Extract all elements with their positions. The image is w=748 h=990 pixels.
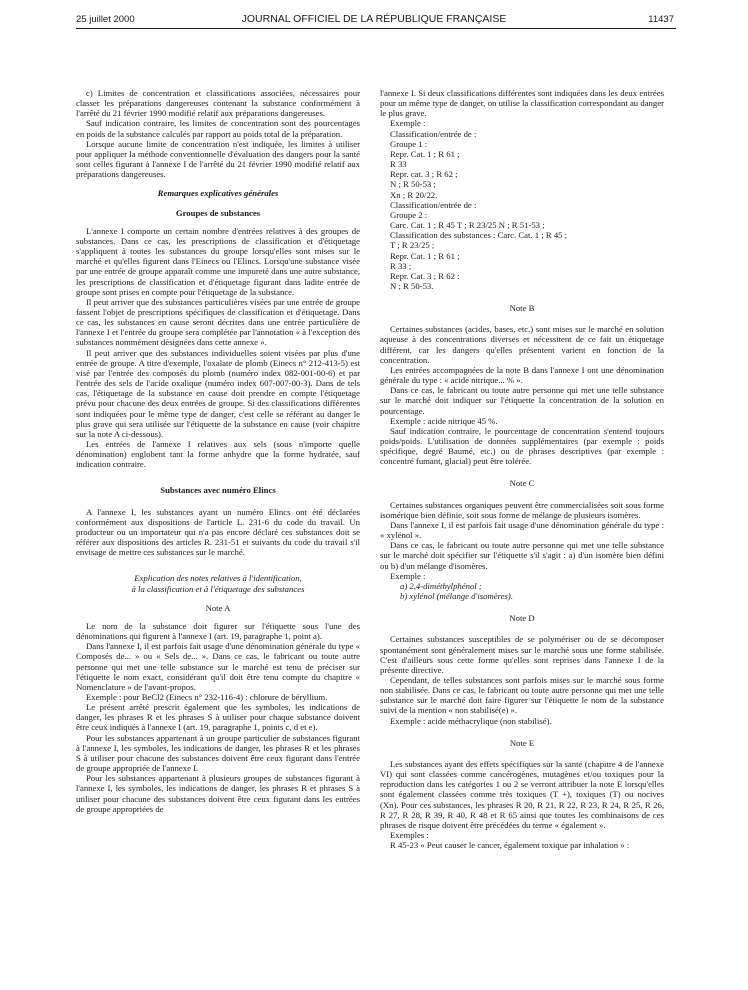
example-line: Repr. Cat. 1 ; R 61 ; [390,250,460,261]
header-title: JOURNAL OFFICIEL DE LA RÉPUBLIQUE FRANÇAISE [241,13,507,25]
example-line: T ; R 23/25 ; [390,240,435,251]
example-line: Classification/entrée de : [390,199,477,210]
list-item: b) xylénol (mélange d'isomères). [400,591,513,602]
paragraph: Les entrées accompagnées de la note B dans l'annexe I ont une dénomination générale du type : « acide nitrique... % ». [380,364,664,386]
paragraph: Lorsque aucune limite de concentration n'est indiquée, les limites à utiliser pour appliquer la méthode conventionnelle d'évaluation des dangers pour la santé sont celles figurant à l'annexe I de l'arrêté du 21 février 1990 modifié relatif aux préparations dangereuses. [76,138,360,180]
page-header [0,10,748,40]
paragraph: Exemple : [390,570,426,581]
paragraph: Exemple : acide méthacrylique (non stabilisé). [390,715,552,726]
example-line: Repr. Cat. 1 ; R 61 ; [390,148,460,159]
example-line: Exemple : [390,118,426,129]
note-heading: Note B [509,303,535,314]
paragraph: Le présent arrêté prescrit également que les symboles, les indications de danger, les phrases R et les phrases S à utiliser pour chaque substance doivent être ceux indiqués à l'annexe I (art. 19, paragraphe 1, points c, d et e). [76,702,360,733]
note-heading: Note E [509,737,535,748]
paragraph: A l'annexe I, les substances ayant un numéro Elincs ont été déclarées conformément aux dispositions de l'article L. 231-6 du code du travail. Un producteur ou un importateur qui n'a pas encore déclaré ces substances doit se référer aux dispositions des articles R. 231-51 et suivants du code du travail s'il envisage de mettre ces substances sur le marché. [76,506,360,558]
example-line: Xn ; R 20/22. [390,189,438,200]
paragraph: Les substances ayant des effets spécifiques sur la santé (chapitre 4 de l'annexe VI) qui sont classées comme cancérogènes, mutagènes et/ou toxiques pour la reproduction dans les catégories 1 ou 2 se verront attribuer la note E lorsqu'elles sont également classées comme très toxiques (T +), toxiques (T) ou nocives (Xn). Pour ces substances, les phrases R 20, R 21, R 22, R 23, R 24, R 25, R 26, R 27, R 28, R 39, R 40, R 48 et R 65 ainsi que toutes les combinaisons de ces phrases de risque doivent être précédées du terme « également ». [380,758,664,830]
paragraph: R 45-23 « Peut causer le cancer, également toxique par inhalation » : [390,840,630,851]
example-line: R 33 [390,159,407,170]
header-date: 25 juillet 2000 [76,14,135,25]
paragraph: c) Limites de concentration et classifications associées, nécessaires pour classer les préparations dangereuses contenant la substance conformément à l'arrêté du 21 février 1990 modifié relatif aux préparations dangereuses. [76,88,360,119]
example-line: Repr. Cat. 3 ; R 62 : [390,270,460,281]
note-heading: Note D [509,613,535,624]
example-line: Groupe 1 : [390,138,428,149]
section-heading: Substances avec numéro Elincs [160,485,276,496]
section-heading: Groupes de substances [175,207,261,218]
header-rule [76,28,676,29]
paragraph: Il peut arriver que des substances particulières visées par une entrée de groupe fassent l'objet de prescriptions spécifiques de classification et d'étiquetage. Dans ce cas, les substances en cause seront décrites dans une entrée particulière de l'annexe I et l'entrée du groupe sera complétée par l'annotation « à l'exception des substances nommément désignées dans cette annexe ». [76,296,360,348]
paragraph: Sauf indication contraire, le pourcentage de concentration s'entend toujours poids/poids. L'utilisation de données supplémentaires (par exemple : poids spécifique, degré Baumé, etc.) ou de phrases descriptives (par exemple : concentré fumant, glacial) peut être tolérée. [380,425,664,467]
paragraph: Il peut arriver que des substances individuelles soient visées par plus d'une entrée de groupe. A titre d'exemple, l'oxalate de plomb (Einecs n° 212-413-5) est visé par l'entrée des composés du plomb (numéro index 082-001-00-6) et par l'entrée des sels de l'acide oxalique (numéro index 607-007-00-3). Dans de tels cas, l'étiquetage de la substance en cause doit prendre en compte l'étiquetage prévu pour chacune des deux entrées de groupe. Si des classifications différentes sont indiquées pour le même type de danger, c'est celle se référant au danger le plus grave qui sera utilisée sur l'étiquette de la substance en cause (voir chapitre sur la note A ci-dessous). [76,347,360,439]
example-line: Classification/entrée de : [390,128,477,139]
paragraph: Sauf indication contraire, les limites de concentration sont des pourcentages en poids de la substance calculés par rapport au poids total de la préparation. [76,118,360,139]
note-heading: Note A [205,602,231,613]
example-line: N ; R 50-53 ; [390,179,436,190]
paragraph: l'annexe I. Si deux classifications différentes sont indiquées dans les deux entrées pour un même type de danger, on utilise la classification correspondant au danger le plus grave. [380,88,664,119]
example-line: Repr. cat. 3 ; R 62 ; [390,169,458,180]
paragraph: Cependant, de telles substances sont parfois mises sur le marché sous forme non stabilisée. Dans ce cas, le fabricant ou toute autre personne qui met une telle substance sur le marché doit faire figurer sur l'étiquette le nom de la substance suivi de la mention « non stabilisé(e) ». [380,674,664,716]
paragraph: Certaines substances organiques peuvent être commercialisées soit sous forme isomérique bien définie, soit sous forme de mélange de plusieurs isomères. [380,499,664,520]
example-list [380,118,664,291]
paragraph: Certaines substances (acides, bases, etc.) sont mises sur le marché en solution aqueuse à des concentrations diverses et nécessitent de ce fait un étiquetage différent, car les dangers qu'elles présentent varient en fonction de la concentration. [380,324,664,365]
header-page-number: 11437 [648,14,674,25]
paragraph: Certaines substances susceptibles de se polymériser ou de se décomposer spontanément sont généralement mises sur le marché sous une forme stabilisée. C'est d'ailleurs sous cette forme qu'elles sont reprises dans l'annexe I de la présente directive. [380,634,664,675]
left-column [76,88,360,814]
paragraph: Dans l'annexe I, il est parfois fait usage d'une dénomination générale du type : « xylénol ». [380,519,664,541]
paragraph: Dans ce cas, le fabricant ou toute autre personne qui met une telle substance sur le marché doit indiquer sur l'étiquette la concentration de la solution en pourcentage. [380,385,664,416]
paragraph: Exemple : pour BeCl2 (Einecs n° 232-116-4) : chlorure de béryllium. [86,691,328,702]
paragraph: Pour les substances appartenant à un groupe particulier de substances figurant à l'annexe I, les symboles, les indications de danger, les phrases R et les phrases S à utiliser pour chacune des substances doivent être ceux figurant dans l'entrée de groupe appropriée de l'annexe I. [76,732,360,774]
paragraph: Dans ce cas, le fabricant ou toute autre personne qui met une telle substance sur le marché doit spécifier sur l'étiquette s'il s'agit : a) d'un isomère bien défini ou b) d'un mélange d'isomères. [380,540,664,571]
paragraph: Dans l'annexe I, il est parfois fait usage d'une dénomination générale du type « Composés de... » ou « Sels de... ». Dans ce cas, le fabricant ou toute autre personne qui met une telle substance sur le marché est tenu de préciser sur l'étiquette le nom exact, considérant qu'il doit être tenu compte du chapitre « Nomenclature » de l'avant-propos. [76,641,360,692]
section-heading: Remarques explicatives générales [157,188,279,199]
example-line: R 33 ; [390,260,412,271]
paragraph: Le nom de la substance doit figurer sur l'étiquette sous l'une des dénominations qui figurent à l'annexe I (art. 19, paragraphe 1, point a). [76,620,360,642]
list-item: a) 2,4-diméthylphénol ; [400,580,482,591]
paragraph: Exemple : acide nitrique 45 %. [390,415,498,426]
section-heading: à la classification et à l'étiquetage des substances [131,583,305,594]
paragraph: Exemples : [390,830,429,840]
example-line: Carc. Cat. 1 ; R 45 T ; R 23/25 N ; R 51-53 ; [390,220,545,231]
section-heading: Explication des notes relatives à l'identification, [134,573,302,584]
example-line: N ; R 50-53. [390,280,434,291]
example-line: Groupe 2 : [390,209,428,220]
note-heading: Note C [509,478,535,489]
paragraph: L'annexe I comporte un certain nombre d'entrées relatives à des groupes de substances. Dans ce cas, les prescriptions de classification et d'étiquetage s'appliquent à toutes les substances du groupe lorsqu'elles sont mises sur le marché et qu'elles figurent dans l'Einecs ou l'Elincs. Lorsqu'une substance visée par une entrée de groupe apparaît comme une impureté dans une autre substance, les prescriptions de classification et d'étiquetage figurant dans ladite entrée de groupe sont prises en compte pour l'étiquetage de la substance. [76,225,360,297]
paragraph: Pour les substances appartenant à plusieurs groupes de substances figurant à l'annexe I, les symboles, les indications de danger, les phrases R et phrases S à utiliser pour chacune des substances doivent être ceux figurant dans les entrées de groupe appropriées de [76,773,360,814]
right-column [380,88,664,850]
example-line: Classification des substances : Carc. Cat. 1 ; R 45 ; [390,230,568,241]
paragraph: Les entrées de l'annexe I relatives aux sels (sous n'importe quelle dénomination) englobent tant la forme anhydre que la forme hydratée, sauf indication contraire. [76,439,360,470]
